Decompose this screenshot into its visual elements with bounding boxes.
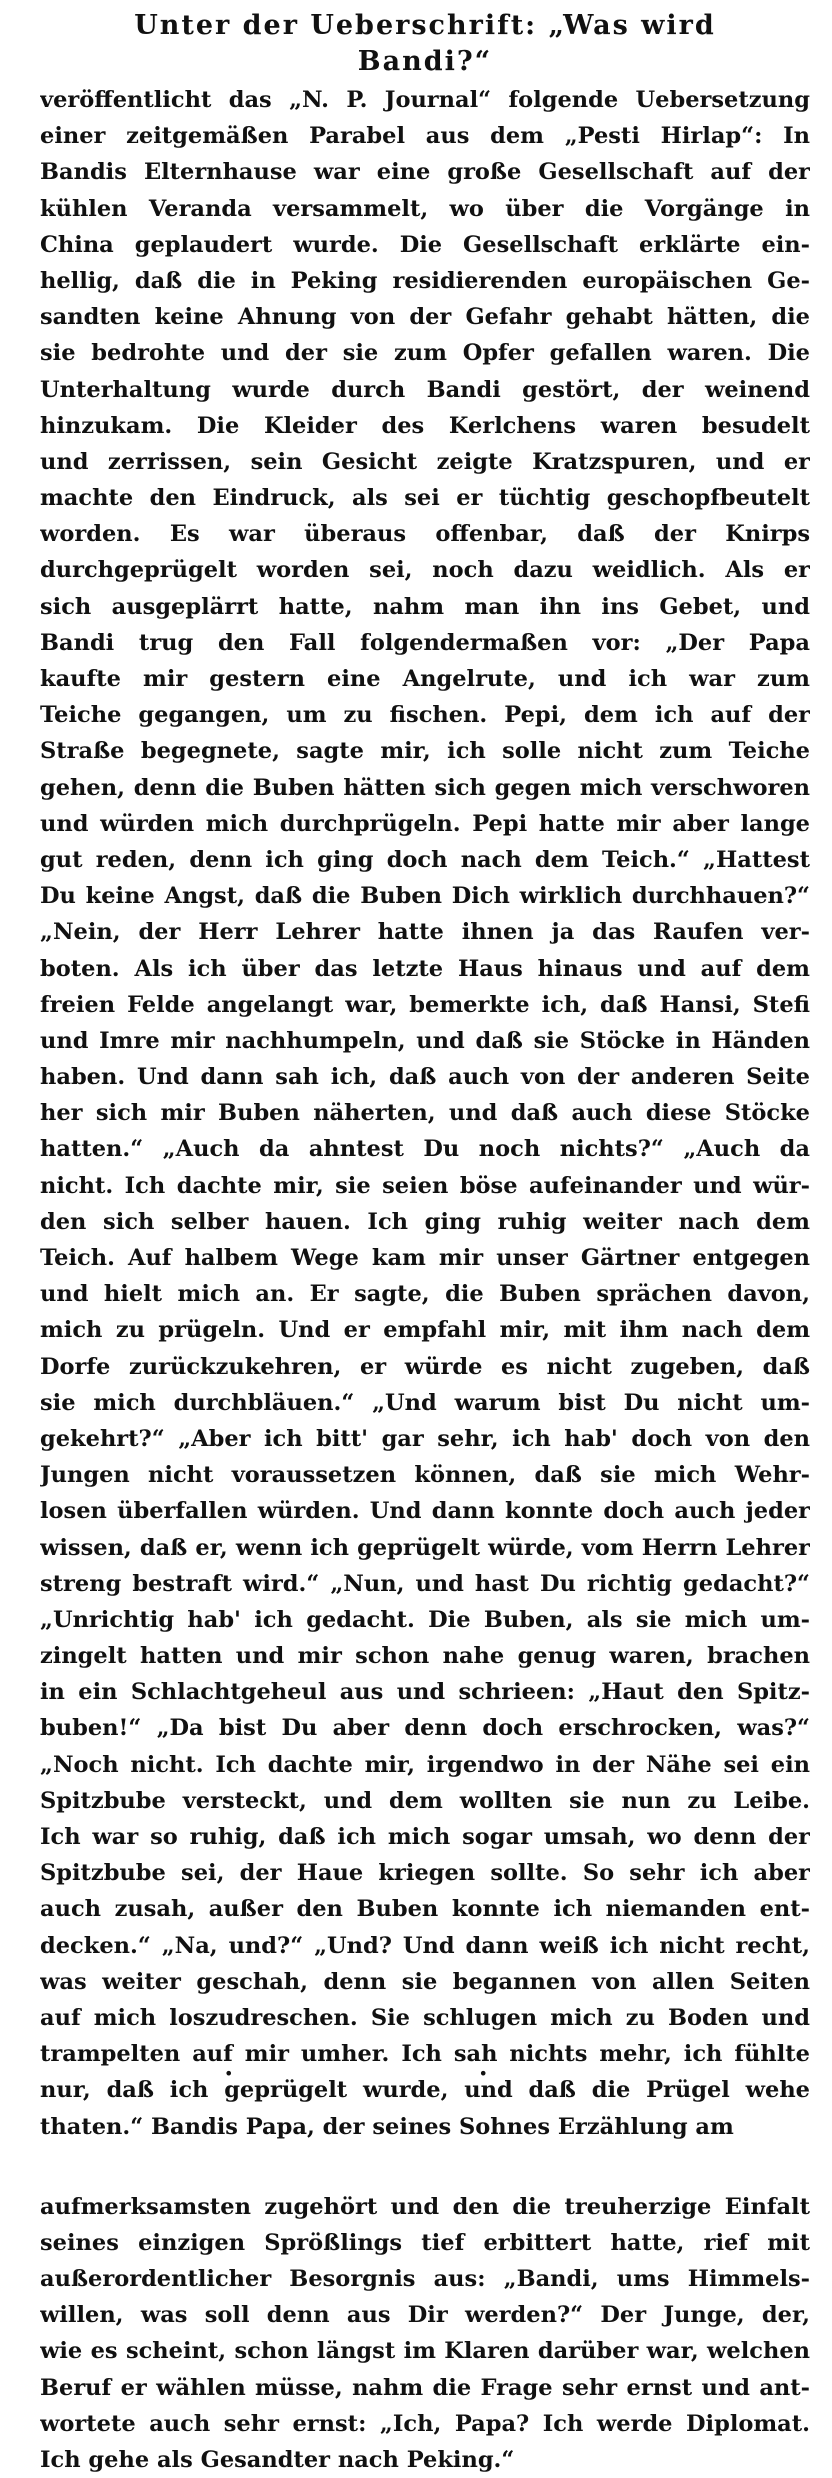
text-line: her sich mir Buben näherten, und daß auch diese Stöcke: [40, 1100, 810, 1127]
text-line: auf mich loszudreschen. Sie schlugen mich zu Boden und: [40, 2004, 810, 2031]
text-line: buben!“ „Da bist Du aber denn doch erschrocken, was?“: [40, 1715, 810, 1742]
text-line: Bandis Elternhause war eine große Gesellschaft auf der: [40, 159, 810, 186]
text-line: und hielt mich an. Er sagte, die Buben sprächen davon,: [40, 1281, 810, 1308]
text-line: haben. Und dann sah ich, daß auch von der anderen Seite: [40, 1064, 810, 1091]
text-line: Jungen nicht voraussetzen können, daß sie mich Wehr-: [40, 1462, 810, 1489]
text-line: was weiter geschah, denn sie begannen von allen Seiten: [40, 1968, 810, 1995]
text-line: machte den Eindruck, als sei er tüchtig geschopfbeutelt: [40, 485, 810, 512]
text-line: auch zusah, außer den Buben konnte ich niemanden ent-: [40, 1896, 810, 1923]
text-line: hellig, daß die in Peking residierenden europäischen Ge-: [40, 267, 810, 294]
text-line: seines einzigen Sprößlings tief erbittert hatte, rief mit: [40, 2229, 810, 2256]
text-line: Teich. Auf halbem Wege kam mir unser Gärtner entgegen: [40, 1245, 810, 1271]
headline-line: Unter der Ueberschrift: „Was wird: [134, 10, 716, 41]
text-line: freien Felde angelangt war, bemerkte ich, daß Hansi, Stefi: [40, 991, 810, 1018]
text-line: sie bedrohte und der sie zum Opfer gefallen waren. Die: [40, 340, 810, 367]
text-line: Straße begegnete, sagte mir, ich solle nicht zum Teiche: [40, 738, 810, 765]
text-line: hinzukam. Die Kleider des Kerlchens waren besudelt: [40, 412, 810, 439]
text-line: Dorfe zurückzukehren, er würde es nicht zugeben, daß: [40, 1353, 810, 1380]
text-line: Teiche gegangen, um zu fischen. Pepi, dem ich auf der: [40, 702, 810, 729]
text-line: außerordentlicher Besorgnis aus: „Bandi, ums Himmels-: [40, 2266, 810, 2293]
text-line: zingelt hatten und mir schon nahe genug waren, brachen: [40, 1643, 810, 1670]
text-line: und würden mich durchprügeln. Pepi hatte mir aber lange: [40, 810, 810, 837]
article: [40, 8, 810, 2478]
text-line: decken.“ „Na, und?“ „Und? Und dann weiß ich nicht recht,: [40, 1932, 810, 1959]
text-line: mich zu prügeln. Und er empfahl mir, mit ihm nach dem: [40, 1317, 810, 1344]
text-line: in ein Schlachtgeheul aus und schrieen: „Haut den Spitz-: [40, 1679, 810, 1706]
text-line: sie mich durchbläuen.“ „Und warum bist Du nicht um-: [40, 1389, 810, 1416]
text-line: veröffentlicht das „N. P. Journal“ folgende Uebersetzung: [40, 87, 810, 113]
text-line: willen, was soll denn aus Dir werden?“ Der Junge, der,: [40, 2302, 810, 2329]
text-line: Beruf er wählen müsse, nahm die Frage sehr ernst und ant-: [40, 2374, 810, 2401]
paragraph-2: [40, 2189, 810, 2478]
headline-line: Bandi?“: [357, 46, 493, 77]
text-line: „Unrichtig hab' ich gedacht. Die Buben, als sie mich um-: [40, 1606, 810, 1633]
paragraph-gap: [40, 2145, 810, 2187]
text-line: losen überfallen würden. Und dann konnte doch auch jeder: [40, 1498, 810, 1525]
text-line: einer zeitgemäßen Parabel aus dem „Pesti Hirlap“: In: [40, 123, 810, 150]
text-line: Spitzbube sei, der Haue kriegen sollte. So sehr ich aber: [40, 1860, 810, 1887]
text-line: wortete auch sehr ernst: „Ich, Papa? Ich werde Diplomat.: [40, 2410, 810, 2437]
text-line: wissen, daß er, wenn ich geprügelt würde, vom Herrn Lehrer: [40, 1534, 810, 1561]
text-line: durchgeprügelt worden sei, noch dazu weidlich. Als er: [40, 557, 810, 584]
headline: [40, 8, 810, 80]
text-line: gut reden, denn ich ging doch nach dem Teich.“ „Hattest: [40, 846, 810, 873]
text-line: gekehrt?“ „Aber ich bitt' gar sehr, ich hab' doch von den: [40, 1425, 810, 1452]
text-line: wie es scheint, schon längst im Klaren darüber war, welchen: [40, 2338, 810, 2365]
text-line: gehen, denn die Buben hätten sich gegen mich verschworen: [40, 774, 810, 801]
paragraph-1: [40, 82, 810, 2145]
text-line: streng bestraft wird.“ „Nun, und hast Du richtig gedacht?“: [40, 1570, 810, 1597]
text-line: „Noch nicht. Ich dachte mir, irgendwo in der Nähe sei ein: [40, 1751, 810, 1778]
text-line: und Imre mir nachhumpeln, und daß sie Stöcke in Händen: [40, 1027, 810, 1054]
text-line: worden. Es war überaus offenbar, daß der Knirps: [40, 521, 810, 548]
text-line: Ich war so ruhig, daß ich mich sogar umsah, wo denn der: [40, 1824, 810, 1850]
footer-ornament: • •: [224, 2064, 608, 2083]
text-line: kühlen Veranda versammelt, wo über die Vorgänge in: [40, 195, 810, 222]
text-line: thaten.“ Bandis Papa, der seines Sohnes Erzählung am: [40, 2113, 734, 2140]
text-line: China geplaudert wurde. Die Gesellschaft erklärte ein-: [40, 231, 810, 258]
text-line: nicht. Ich dachte mir, sie seien böse aufeinander und wür-: [40, 1172, 810, 1199]
text-line: nur, daß ich geprügelt wurde, und daß die Prügel wehe: [40, 2077, 810, 2104]
text-line: Spitzbube versteckt, und dem wollten sie nun zu Leibe.: [40, 1787, 810, 1814]
text-line: kaufte mir gestern eine Angelrute, und ich war zum: [40, 666, 810, 692]
text-line: boten. Als ich über das letzte Haus hinaus und auf dem: [40, 955, 810, 982]
text-line: Bandi trug den Fall folgendermaßen vor: „Der Papa: [40, 629, 810, 656]
text-line: sandten keine Ahnung von der Gefahr gehabt hätten, die: [40, 304, 810, 331]
text-line: den sich selber hauen. Ich ging ruhig weiter nach dem: [40, 1208, 810, 1235]
text-line: Du keine Angst, daß die Buben Dich wirklich durchhauen?“: [40, 883, 810, 910]
text-line: Ich gehe als Gesandter nach Peking.“: [40, 2447, 515, 2473]
text-line: trampelten auf mir umher. Ich sah nichts mehr, ich fühlte: [40, 2041, 810, 2068]
text-line: und zerrissen, sein Gesicht zeigte Kratzspuren, und er: [40, 448, 810, 475]
text-line: „Nein, der Herr Lehrer hatte ihnen ja das Raufen ver-: [40, 919, 810, 946]
text-line: sich ausgeplärrt hatte, nahm man ihn ins Gebet, und: [40, 593, 810, 620]
text-line: hatten.“ „Auch da ahntest Du noch nichts?“ „Auch da: [40, 1136, 810, 1163]
text-line: Unterhaltung wurde durch Bandi gestört, der weinend: [40, 376, 810, 403]
text-line: aufmerksamsten zugehört und den die treuherzige Einfalt: [40, 2193, 810, 2220]
